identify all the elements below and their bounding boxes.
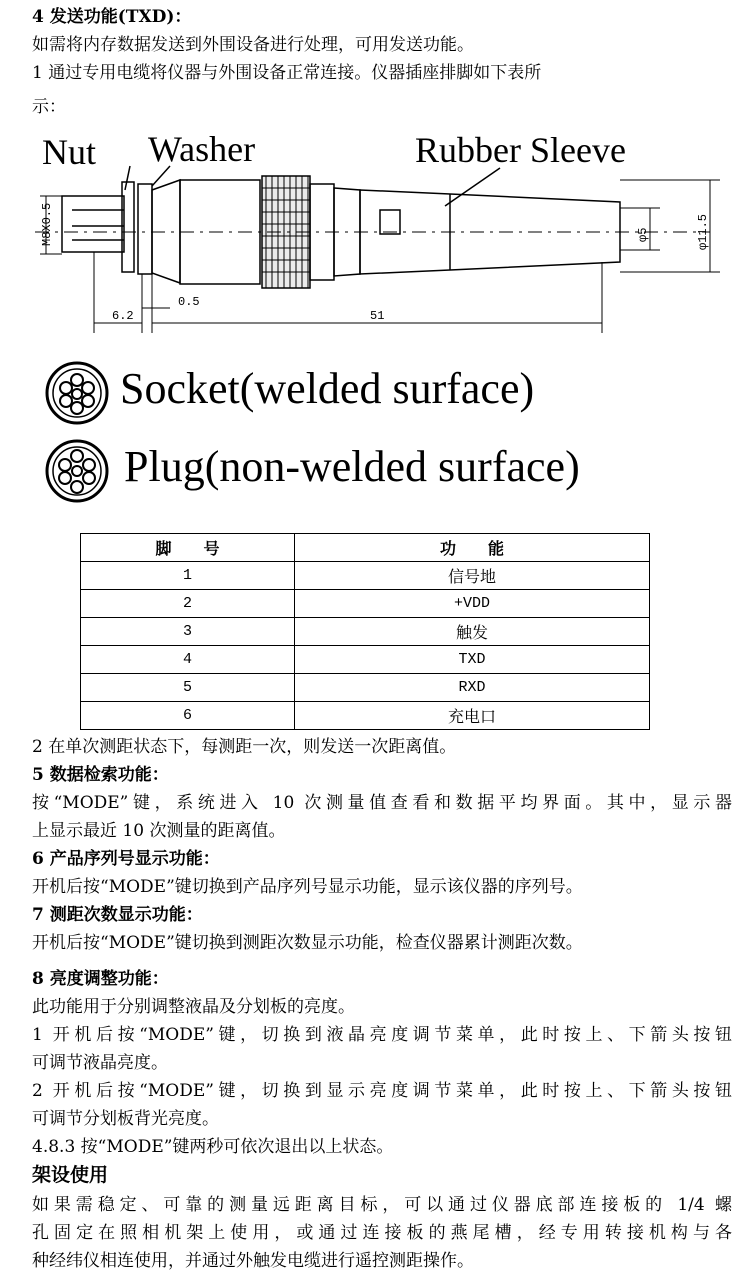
section8-paragraph: 可调节液晶亮度。 <box>32 1053 168 1073</box>
section8-paragraph: 此功能用于分别调整液晶及分划板的亮度。 <box>32 997 355 1017</box>
paragraph: 2 在单次测距状态下，每测距一次，则发送一次距离值。 <box>32 737 457 757</box>
section5-title: 5 数据检索功能： <box>32 765 169 785</box>
table-row <box>81 618 650 646</box>
section5-paragraph: 上显示最近 10 次测量的距离值。 <box>32 821 286 841</box>
section5-paragraph: 按“MODE”键，系统进入 10 次测量值查看和数据平均界面。其中，显示器 <box>32 793 732 813</box>
pin-number: 5 <box>81 674 295 702</box>
section4-title: 4 发送功能(TXD)： <box>32 7 192 27</box>
section8-paragraph: 1 开机后按“MODE”键，切换到液晶亮度调节菜单，此时按上、下箭头按钮 <box>32 1025 732 1045</box>
pin-function: 触发 <box>295 618 650 646</box>
pin-function: 充电口 <box>295 702 650 730</box>
connector-drawing <box>30 128 730 338</box>
table-row <box>81 590 650 618</box>
section7-title: 7 测距次数显示功能： <box>32 905 203 925</box>
table-row <box>81 562 650 590</box>
pin-function: 信号地 <box>295 562 650 590</box>
pin-number: 3 <box>81 618 295 646</box>
pin-function: +VDD <box>295 590 650 618</box>
dim-thread: M8X0.5 <box>40 202 54 246</box>
table-row <box>81 702 650 730</box>
section4-paragraph: 如需将内存数据发送到外围设备进行处理，可用发送功能。 <box>32 35 474 55</box>
dim-51: 51 <box>370 309 385 323</box>
section6-title: 6 产品序列号显示功能： <box>32 849 220 869</box>
socket-icon <box>44 360 110 426</box>
header-function: 功 能 <box>295 534 650 562</box>
section8-paragraph: 2 开机后按“MODE”键，切换到显示亮度调节菜单，此时按上、下箭头按钮 <box>32 1081 732 1101</box>
pin-table <box>80 533 650 730</box>
setup-paragraph: 孔固定在照相机架上使用，或通过连接板的燕尾槽，经专用转接机构与各 <box>32 1223 732 1243</box>
pin-function: RXD <box>295 674 650 702</box>
section8-paragraph: 4.8.3 按“MODE”键两秒可依次退出以上状态。 <box>32 1137 394 1157</box>
table-row <box>81 646 650 674</box>
header-pin: 脚 号 <box>81 534 295 562</box>
section6-paragraph: 开机后按“MODE”键切换到产品序列号显示功能，显示该仪器的序列号。 <box>32 877 583 897</box>
plug-icon <box>44 438 110 504</box>
pin-number: 4 <box>81 646 295 674</box>
section8-title: 8 亮度调整功能： <box>32 969 169 989</box>
dim-phi11-5: φ11.5 <box>696 213 710 250</box>
pin-number: 1 <box>81 562 295 590</box>
section4-paragraph: 示： <box>32 97 66 117</box>
section7-paragraph: 开机后按“MODE”键切换到测距次数显示功能，检查仪器累计测距次数。 <box>32 933 583 953</box>
dim-6-2: 6.2 <box>112 309 134 323</box>
rubber-sleeve-label: Rubber Sleeve <box>415 130 626 170</box>
section8-paragraph: 可调节分划板背光亮度。 <box>32 1109 219 1129</box>
setup-title: 架设使用 <box>32 1164 109 1186</box>
setup-paragraph: 如果需稳定、可靠的测量远距离目标，可以通过仪器底部连接板的 1/4 螺 <box>32 1195 732 1215</box>
table-row <box>81 674 650 702</box>
table-header-row <box>81 534 650 562</box>
setup-paragraph: 种经纬仪相连使用，并通过外触发电缆进行遥控测距操作。 <box>32 1251 474 1271</box>
dim-phi5: φ5 <box>636 227 650 242</box>
socket-label: Socket(welded surface) <box>120 364 535 413</box>
pin-number: 6 <box>81 702 295 730</box>
nut-label: Nut <box>42 132 96 172</box>
dim-0-5: 0.5 <box>178 295 200 309</box>
section4-paragraph: 1 通过专用电缆将仪器与外围设备正常连接。仪器插座排脚如下表所 <box>32 63 542 83</box>
washer-label: Washer <box>148 129 256 169</box>
pin-number: 2 <box>81 590 295 618</box>
plug-label: Plug(non-welded surface) <box>124 442 580 491</box>
pin-function: TXD <box>295 646 650 674</box>
